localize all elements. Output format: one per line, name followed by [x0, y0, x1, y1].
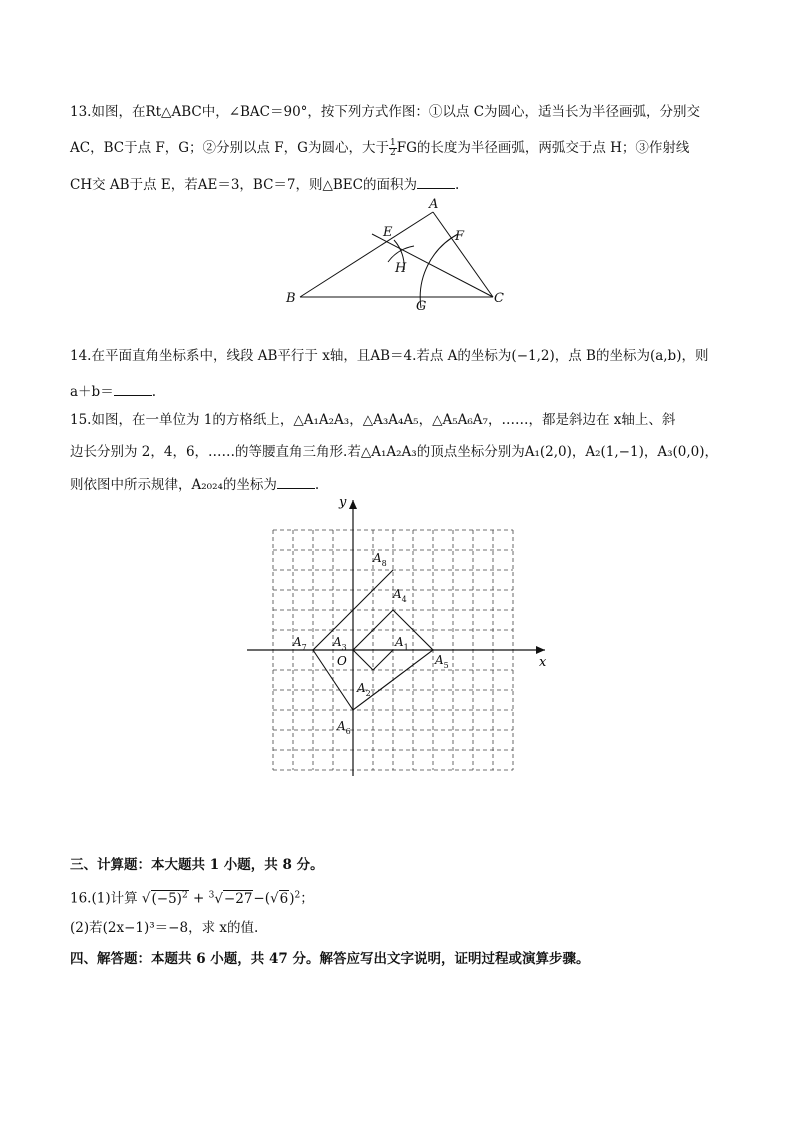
q13-line3: [70, 174, 730, 195]
q15-text-1: 15.如图，在一单位为 1的方格纸上，△A₁A₂A₃，△A₃A₄A₅，△A₅A₆A₇，……，都是斜边在 x轴上、斜: [70, 412, 676, 428]
q13-text-3: CH交 AB于点 E，若AE＝3，BC＝7，则△BEC的面积为: [70, 177, 417, 193]
q15-text-3-end: .: [314, 477, 320, 493]
point-label-a3: $A_3$: [333, 635, 347, 652]
section-3-heading: [70, 855, 730, 875]
answer-blank-14[interactable]: [114, 381, 152, 396]
point-label-a2: $A_2$: [357, 681, 371, 698]
ray-ch: [372, 234, 493, 297]
q16-part2: [70, 918, 730, 938]
q13-line2: [70, 138, 730, 158]
point-label-a5: $A_5$: [435, 653, 449, 670]
sqrt-neg5-squared: $√(-5)^2$: [141, 890, 188, 907]
q16-part1-prefix: 16.(1)计算: [70, 890, 138, 907]
segment-ac: [433, 212, 493, 297]
section-4-heading: [70, 949, 730, 969]
triangle-chain-path: [313, 570, 433, 710]
q15-line2: [70, 442, 730, 462]
section-4-title: 四、解答题：本题共 6 小题，共 47 分。解答应写出文字说明，证明过程或演算步骤。: [70, 951, 590, 967]
fraction-numerator: 1: [389, 138, 396, 148]
label-h: H: [395, 261, 407, 276]
x-axis-label: x: [539, 655, 547, 670]
q15-text-2: 边长分别为 2，4，6，……的等腰直角三角形.若△A₁A₂A₃的顶点坐标分别为A₁(2,0)，A₂(1,−1)，A₃(0,0)，: [70, 444, 719, 460]
point-label-a1: $A_1$: [395, 635, 409, 652]
y-axis-label: y: [339, 495, 347, 510]
point-label-a4: $A_4$: [393, 587, 407, 604]
q14-line1: [70, 346, 730, 366]
answer-blank-13[interactable]: [417, 174, 455, 189]
point-label-a7: $A_7$: [293, 635, 307, 652]
triangle-paths: [313, 570, 433, 710]
q14-text-2: a＋b＝: [70, 384, 114, 400]
x-axis-arrow: [536, 646, 545, 654]
origin-label: O: [337, 654, 347, 668]
point-label-a6: $A_6$: [337, 719, 351, 736]
label-c: C: [494, 291, 504, 306]
radicand-6: 6: [279, 890, 289, 907]
figure-13-triangle: [280, 196, 520, 316]
q16-part1: 16.(1)计算 $√(-5)^2 + ^3√-27-(√6)^2$；: [70, 890, 314, 907]
label-e: E: [383, 225, 393, 240]
q13-text-2a: AC，BC于点 F，G；②分别以点 F，G为圆心，大于: [70, 140, 389, 156]
radicand-neg5: (−5): [151, 890, 182, 907]
fraction-denominator: 2: [389, 148, 396, 158]
q14-text-2-end: .: [151, 384, 156, 400]
q13-text-2b: FG的长度为半径画弧，两弧交于点 H；③作射线: [396, 140, 690, 156]
label-a: A: [429, 197, 439, 212]
q13-text-3-end: .: [454, 177, 460, 193]
point-labels: [292, 551, 449, 736]
q16-text-part2: (2)若(2x−1)³＝−8，求 x的值.: [70, 920, 259, 936]
point-label-a8: $A_8$: [373, 551, 387, 568]
q13-text-1: 13.如图，在Rt△ABC中，∠BAC＝90°，按下列方式作图：①以点 C为圆心，适当长为半径画弧，分别交: [70, 104, 701, 120]
segment-ba: [300, 212, 433, 297]
section-3-title: 三、计算题：本大题共 1 小题，共 8 分。: [70, 857, 324, 873]
q13-line1: [70, 102, 730, 122]
answer-blank-15[interactable]: [277, 474, 315, 489]
label-f: F: [455, 229, 465, 244]
label-b: B: [286, 291, 296, 306]
label-g: G: [416, 299, 427, 314]
q14-line2: [70, 381, 730, 402]
q16-part1-end: ；: [300, 890, 314, 907]
q15-line1: [70, 410, 730, 430]
figure-15-grid: [240, 490, 560, 780]
q14-text-1: 14.在平面直角坐标系中，线段 AB平行于 x轴，且AB＝4.若点 A的坐标为(−1,2)，点 B的坐标为(a,b)，则: [70, 348, 709, 364]
fraction-half: [389, 139, 397, 158]
cbrt-neg27: $^3$√−27: [208, 890, 253, 907]
sqrt-6: √6: [270, 890, 289, 907]
radicand-neg27: −27: [223, 890, 253, 907]
y-axis-arrow: [349, 500, 357, 509]
q15-text-3: 则依图中所示规律，A₂₀₂₄的坐标为: [70, 477, 277, 493]
